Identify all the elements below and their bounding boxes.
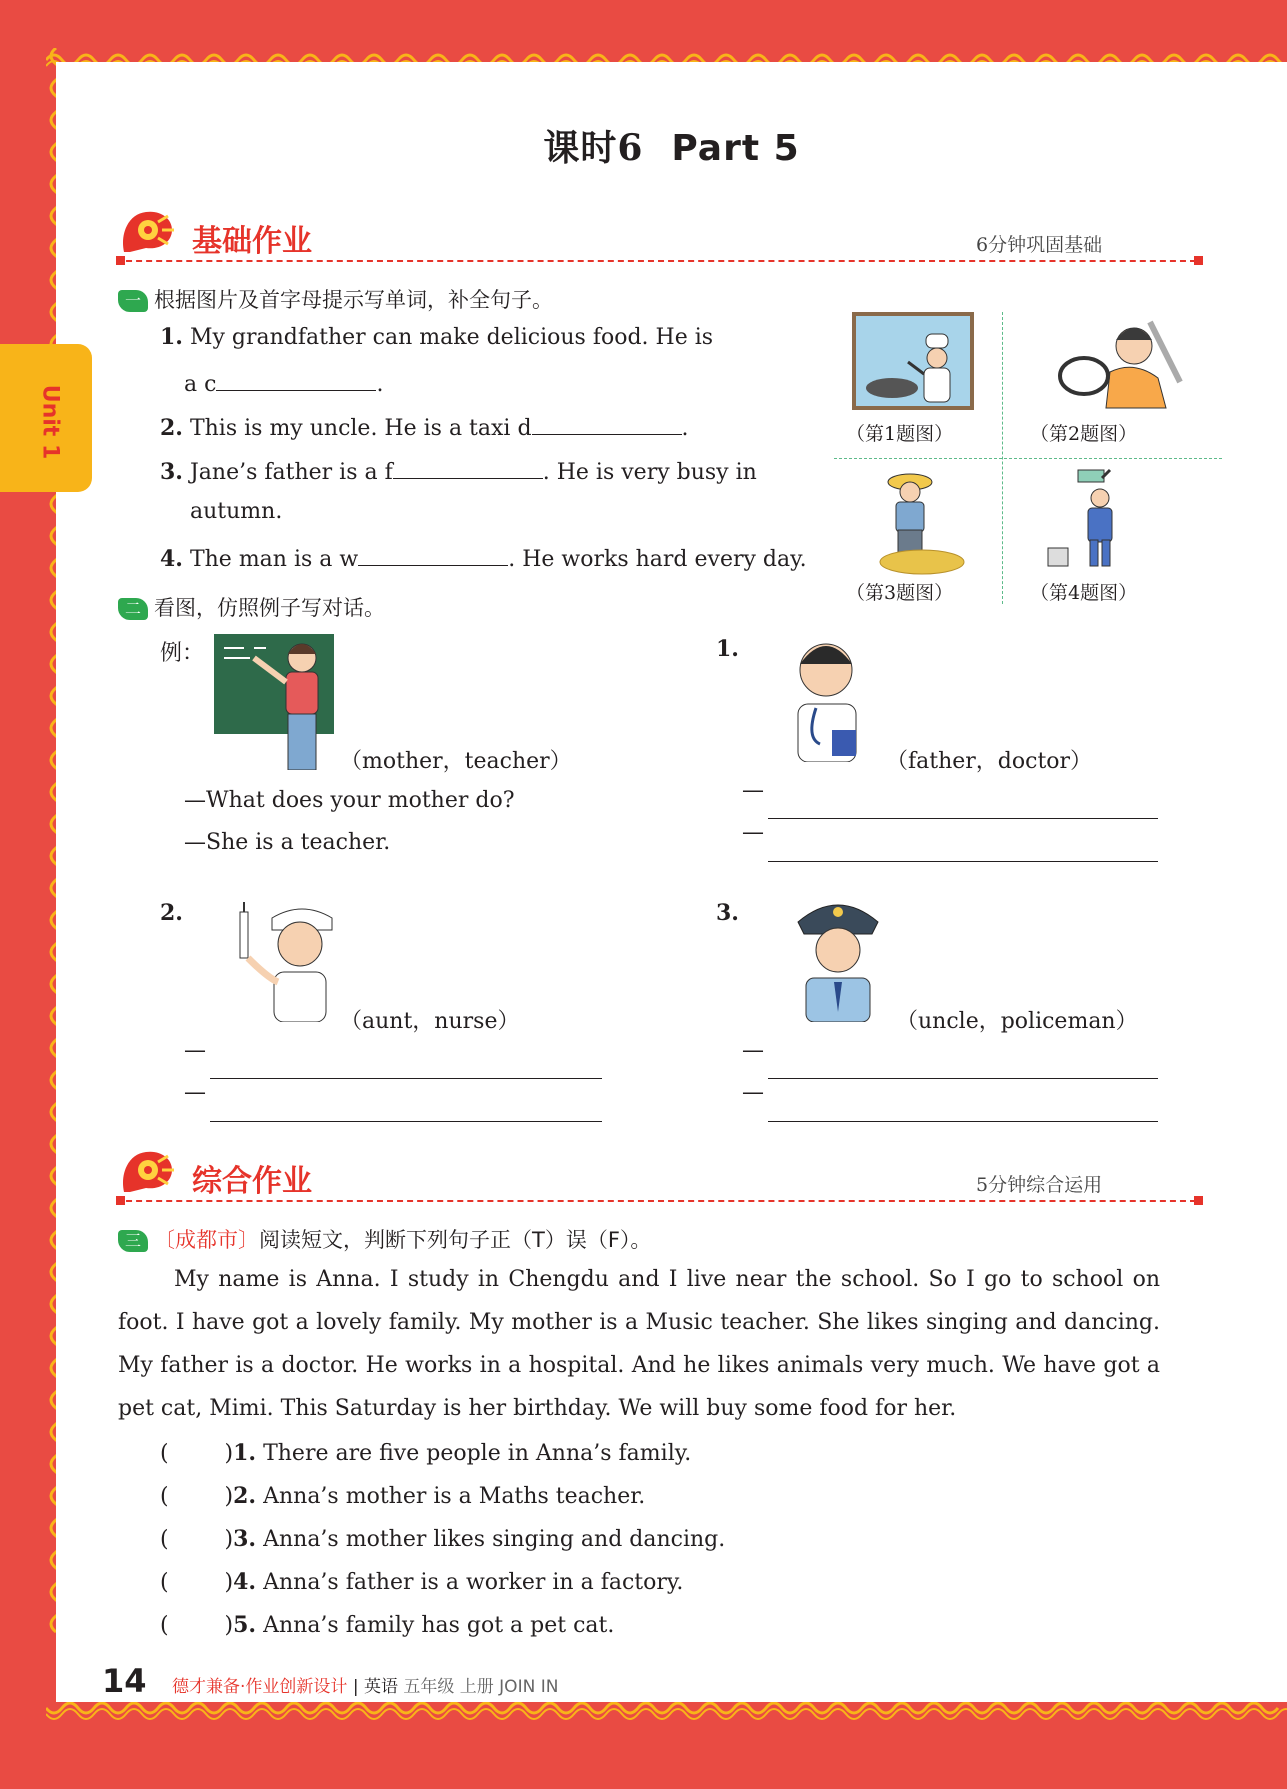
q2-item-2-hint: （aunt，nurse） (340, 1009, 520, 1034)
answer-blank[interactable] (393, 456, 543, 479)
page-title (56, 120, 1287, 171)
footer-subject: 英语 (363, 1677, 398, 1697)
item-text: My grandfather can make delicious food. He is (189, 325, 714, 350)
tf-item-4 (160, 1569, 683, 1595)
item-number: 2. (233, 1483, 257, 1509)
tf-item-1 (160, 1440, 691, 1466)
item-number: 1. (160, 324, 183, 350)
divider-end-mark (1194, 1196, 1203, 1205)
section-comprehensive-time-note: 5分钟综合运用 (976, 1174, 1103, 1196)
tf-item-5 (160, 1612, 614, 1638)
example-label: 例： (160, 641, 205, 666)
q2-item-1-answer-line-2[interactable] (768, 861, 1158, 862)
caption-1: （第1题图） (846, 423, 954, 445)
item-text: Anna’s mother likes singing and dancing. (263, 1527, 726, 1552)
q3-instruction: 阅读短文，判断下列句子正（T）误（F）。 (259, 1228, 652, 1252)
answer-blank[interactable] (532, 412, 682, 435)
q2-header (118, 592, 385, 622)
q2-item-1-dash-1: — (742, 778, 764, 803)
example-answer: —She is a teacher. (184, 830, 391, 855)
footer-grade: 五年级 (403, 1677, 455, 1697)
tf-item-2 (160, 1483, 645, 1509)
q2-item-2-dash-1: — (184, 1038, 206, 1063)
chef-picture (852, 312, 974, 410)
section-basic-title: 基础作业 (192, 224, 312, 259)
doctor-picture (786, 634, 868, 762)
unit-tab-label: Unit 1 (37, 384, 63, 460)
farmer-picture (862, 468, 972, 576)
q2-item-1-dash-2: — (742, 820, 764, 845)
q3-city-tag: 〔成都市〕 (154, 1228, 259, 1252)
q1-item-1 (160, 324, 713, 350)
answer-paren[interactable]: ( ) (160, 1441, 234, 1466)
divider-end-mark (1194, 256, 1203, 265)
answer-blank[interactable] (358, 543, 508, 566)
q1-item-3-cont: autumn. (190, 499, 283, 524)
teacher-picture (214, 634, 336, 770)
q1-item-1-cont (184, 368, 383, 397)
q2-item-2-answer-line-1[interactable] (210, 1078, 602, 1079)
q2-item-3-dash-2: — (742, 1080, 764, 1105)
item-text: . (376, 372, 384, 397)
item-text: The man is a w (189, 547, 359, 572)
part-label: Part 5 (671, 128, 800, 169)
divider-start-mark (116, 256, 125, 265)
answer-paren[interactable]: ( ) (160, 1613, 234, 1638)
picture-grid-hdivider (834, 458, 1222, 459)
answer-paren[interactable]: ( ) (160, 1527, 234, 1552)
bell-mascot-icon (118, 206, 178, 260)
footer-brand: 德才兼备·作业创新设计 (172, 1677, 348, 1697)
q3-header (118, 1224, 651, 1254)
footer-separator: | (352, 1677, 359, 1697)
divider-start-mark (116, 1196, 125, 1205)
item-text: a c (184, 372, 217, 397)
item-text: . He is very busy in (542, 460, 757, 485)
section-basic-time-note: 6分钟巩固基础 (976, 234, 1103, 256)
reading-passage: My name is Anna. I study in Chengdu and I live near the school. So I go to school on foot. I have got a lovely family. My mother is a Music teacher. She likes singing and dancing. My father is a doctor. He works in a hospital. And he likes animals very much. We have got a pet cat, Mimi. This Saturday is her birthday. We will buy some food for her. (118, 1267, 1160, 1421)
section-comprehensive-divider (116, 1200, 1196, 1202)
answer-paren[interactable]: ( ) (160, 1484, 234, 1509)
caption-4: （第4题图） (1030, 582, 1138, 604)
worker-picture (1042, 468, 1152, 576)
q2-item-1-answer-line-1[interactable] (768, 818, 1158, 819)
nurse-picture (222, 898, 342, 1022)
bottom-wave-border (46, 1702, 1287, 1724)
q1-item-3 (160, 456, 757, 485)
bell-mascot-icon (118, 1146, 178, 1200)
item-text: Jane’s father is a f (189, 460, 393, 485)
item-text: Anna’s family has got a pet cat. (263, 1613, 615, 1638)
footer-info (172, 1672, 558, 1697)
q2-item-2-dash-2: — (184, 1080, 206, 1105)
q2-item-3-number: 3. (716, 900, 739, 926)
page-number: 14 (102, 1662, 147, 1700)
q2-item-2-answer-line-2[interactable] (210, 1121, 602, 1122)
item-number: 1. (233, 1440, 257, 1466)
item-text: . (681, 416, 689, 441)
q2-item-1-hint: （father，doctor） (886, 749, 1093, 774)
footer-term: 上册 (459, 1677, 494, 1697)
worksheet-page (56, 62, 1287, 1702)
q3-badge: 三 (118, 1230, 148, 1252)
item-text: There are five people in Anna’s family. (263, 1441, 692, 1466)
tf-item-3 (160, 1526, 725, 1552)
lesson-label: 课时6 (543, 127, 644, 169)
item-text: . He works hard every day. (508, 547, 807, 572)
item-number: 4. (160, 546, 183, 572)
q2-instruction: 看图，仿照例子写对话。 (154, 596, 385, 620)
taxi-driver-picture (1026, 312, 1186, 410)
q1-header (118, 284, 553, 314)
item-text: Anna’s mother is a Maths teacher. (263, 1484, 646, 1509)
answer-blank[interactable] (216, 368, 376, 391)
q1-item-4 (160, 543, 807, 572)
q2-item-3-answer-line-1[interactable] (768, 1078, 1158, 1079)
section-comprehensive-title: 综合作业 (192, 1164, 312, 1199)
q2-item-3-answer-line-2[interactable] (768, 1121, 1158, 1122)
q1-item-2 (160, 412, 689, 441)
item-number: 5. (233, 1612, 257, 1638)
q2-badge: 二 (118, 598, 148, 620)
footer-edition: JOIN IN (499, 1677, 559, 1697)
item-number: 3. (160, 459, 183, 485)
answer-paren[interactable]: ( ) (160, 1570, 234, 1595)
item-text: This is my uncle. He is a taxi d (189, 416, 532, 441)
q2-item-1-number: 1. (716, 636, 739, 662)
caption-2: （第2题图） (1030, 423, 1138, 445)
caption-3: （第3题图） (846, 582, 954, 604)
item-number: 3. (233, 1526, 257, 1552)
item-text: Anna’s father is a worker in a factory. (263, 1570, 684, 1595)
q1-badge: 一 (118, 290, 148, 312)
unit-side-tab (0, 344, 92, 492)
q1-instruction: 根据图片及首字母提示写单词，补全句子。 (154, 288, 553, 312)
q2-item-3-hint: （uncle，policeman） (896, 1009, 1138, 1034)
q2-item-3-dash-1: — (742, 1038, 764, 1063)
q2-item-2-number: 2. (160, 900, 183, 926)
section-basic-divider (116, 260, 1196, 262)
item-number: 2. (160, 415, 183, 441)
example-question: —What does your mother do? (184, 788, 515, 813)
item-number: 4. (233, 1569, 257, 1595)
example-hint: （mother，teacher） (340, 749, 572, 774)
policeman-picture (794, 898, 882, 1022)
